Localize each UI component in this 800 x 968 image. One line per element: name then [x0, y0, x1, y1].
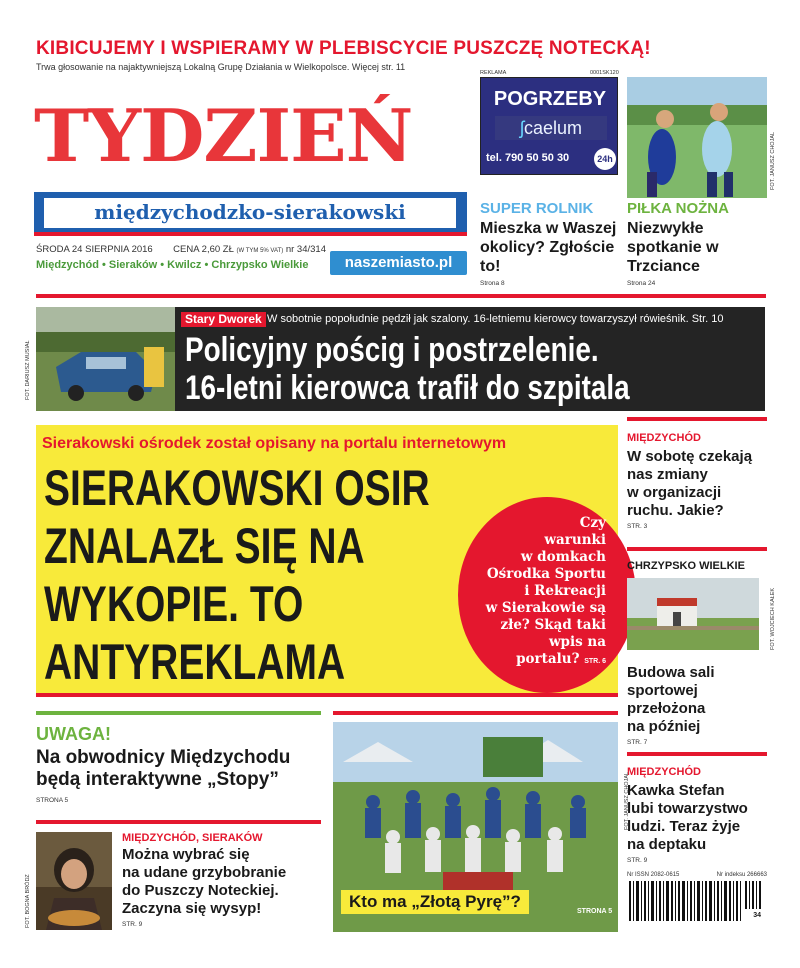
side-story-1[interactable] [627, 432, 767, 530]
portal-badge[interactable]: naszemiasto.pl [330, 251, 467, 275]
side-page: STR. 3 [627, 523, 648, 530]
region-name: międzychodzko-sierakowski [44, 198, 456, 228]
teaser-page: Strona 8 [480, 280, 505, 287]
side-divider [627, 752, 767, 756]
crash-headline-1: Policyjny pościg i postrzelenie. [185, 331, 599, 369]
teaser-title: Mieszka w Waszej okolicy? Zgłoście to! [480, 220, 617, 275]
top-banner-subline: Trwa głosowanie na najaktywniejszą Lokalną Grupę Działania w Wielkopolsce. Więcej str. 11 [36, 62, 406, 72]
side-category: CHRZYPSKO WIELKIE [627, 560, 745, 572]
main-headline-line: WYKOPIE. TO [44, 576, 304, 632]
dateline [36, 244, 326, 255]
ad-title: POGRZEBY [493, 88, 607, 110]
top-banner-headline: KIBICUJEMY I WSPIERAMY W PLEBISCYCIE PUSZCZĘ NOTECKĄ! [36, 38, 651, 59]
uwaga-category: UWAGA! [36, 724, 111, 744]
football-photo-credit: FOT. JANUSZ CHOJAL [770, 131, 776, 190]
towns-list: Międzychód • Sieraków • Kwilcz • Chrzypsko Wielkie [36, 259, 309, 271]
uwaga-title: Na obwodnicy Międzychodu będą interaktywne „Stopy” [36, 747, 291, 790]
ad-label: REKLAMA [480, 70, 507, 76]
main-headline [44, 459, 430, 691]
uwaga-story[interactable] [36, 724, 326, 804]
side-category: MIĘDZYCHÓD [627, 766, 701, 778]
crash-kicker: Stary Dworek [181, 312, 266, 327]
teaser-page: Strona 24 [627, 280, 656, 287]
ad-phone: tel. 790 50 50 30 [486, 152, 570, 164]
side-title: Kawka Stefan lubi towarzystwo ludzi. Teraz żyje na deptaku [627, 782, 748, 853]
teaser-title: Niezwykłe spotkanie w Trzciance [627, 220, 719, 275]
main-story-underline [36, 693, 618, 697]
main-headline-line: SIERAKOWSKI OSIR [44, 460, 430, 516]
side-page: STR. 9 [627, 857, 648, 864]
ad-code: 0001SK120 [590, 70, 619, 76]
issue-date: ŚRODA 24 SIERPNIA 2016 [36, 244, 153, 255]
issn: Nr ISSN 2082-0615 [627, 872, 680, 878]
mushroom-category: MIĘDZYCHÓD, SIERAKÓW [122, 832, 263, 844]
teaser-category: SUPER ROLNIK [480, 200, 594, 217]
region-bar [34, 192, 467, 236]
crash-story[interactable] [175, 307, 765, 411]
issue-price: CENA 2,60 ZŁ (W TYM 5% VAT) nr 34/314 [173, 244, 326, 255]
funeral-ad[interactable] [480, 77, 618, 175]
mushroom-story[interactable] [122, 832, 322, 928]
football-photo [627, 77, 767, 198]
ad-brand: ʃcaelum [495, 116, 607, 140]
uwaga-page: STRONA 5 [36, 797, 69, 804]
barcode-block [627, 872, 767, 930]
uwaga-divider [36, 711, 321, 715]
teaser-category: PIŁKA NOŻNA [627, 200, 729, 217]
photo-caption: Kto ma „Złotą Pyrę”? [341, 890, 529, 914]
mushroom-divider [36, 820, 321, 824]
section-divider [36, 294, 766, 298]
picnic-photo[interactable] [333, 722, 618, 932]
main-headline-line: ANTYREKLAMA [44, 634, 346, 690]
side-divider [627, 547, 767, 551]
masthead-title: TYDZIEŃ [34, 93, 413, 178]
picnic-photo-credit: FOT. JANUSZ CHOJAL [624, 771, 630, 830]
question-circle [458, 497, 636, 693]
side-title: Budowa sali sportowej przełożona na później [627, 664, 715, 735]
woman-photo [36, 832, 112, 930]
side-title: W sobotę czekają nas zmiany w organizacji ruchu. Jakie? [627, 448, 753, 519]
ad-24h-badge: 24h [594, 148, 616, 170]
field-photo-credit: FOT. WOJCIECH KAŁEK [770, 587, 776, 650]
side-divider [627, 417, 767, 421]
sports-field-photo [627, 578, 759, 650]
photo-story-divider [333, 711, 618, 715]
crash-lead: W sobotnie popołudnie pędził jak szalony. 16-letniemu kierowcy towarzyszył rówieśnik. Str. 10 [267, 313, 724, 325]
photo-page: STRONA 5 [577, 908, 613, 915]
side-story-3[interactable] [627, 766, 767, 864]
teaser-super-rolnik[interactable] [480, 200, 620, 287]
wave-icon: ʃ [519, 118, 524, 138]
side-page: STR. 7 [627, 739, 648, 746]
barcode-issue: 34 [753, 912, 761, 919]
teaser-pilka-nozna[interactable] [627, 200, 767, 287]
index-number: Nr indeksu 266663 [716, 872, 767, 878]
crash-headline-2: 16-letni kierowca trafił do szpitala [185, 369, 630, 407]
mushroom-title: Można wybrać się na udane grzybobranie do Puszczy Noteckiej. Zaczyna się wysyp! [122, 846, 287, 917]
circle-text: Czy warunki w domkach Ośrodka Sportu i Rekreacji w Sierakowie są złe? Skąd taki wpis na portalu? STR. 6 [485, 515, 606, 667]
crash-photo-credit: FOT. DARIUSZ MUSIAŁ [25, 340, 31, 400]
side-story-2[interactable] [627, 560, 767, 746]
woman-photo-credit: FOT. BOGNA BRÓDZ [25, 874, 31, 928]
main-headline-line: ZNALAZŁ SIĘ NA [44, 518, 365, 574]
mushroom-page: STR. 9 [122, 921, 143, 928]
side-category: MIĘDZYCHÓD [627, 432, 701, 444]
crash-photo [36, 307, 176, 411]
barcode-icon [627, 881, 767, 929]
main-kicker: Sierakowski ośrodek został opisany na portalu internetowym [42, 435, 507, 452]
